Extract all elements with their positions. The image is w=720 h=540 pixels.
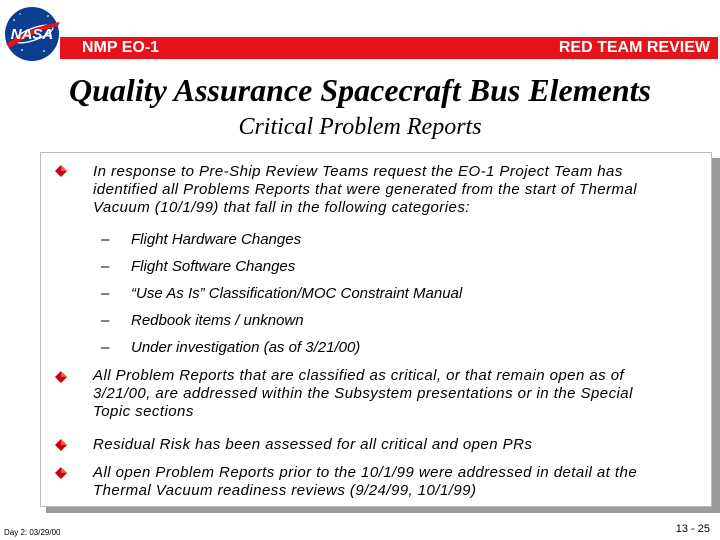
sub-item: [101, 285, 641, 303]
diamond-bullet-icon: [55, 371, 67, 383]
bullet-text: In response to Pre-Ship Review Teams request the EO-1 Project Team has identified all Problems Reports that were generated from the start of Thermal Vacuum (10/1/99) that fall in the following categories:: [93, 163, 638, 216]
dash-marker: –: [101, 231, 110, 248]
logo-text: NASA: [10, 26, 54, 43]
footer-date: Day 2: 03/29/00: [4, 528, 61, 537]
diamond-bullet-icon: [55, 439, 67, 451]
page-number: 13 - 25: [675, 523, 710, 535]
sub-item: [101, 231, 641, 249]
bullet-text: All open Problem Reports prior to the 10/1/99 were addressed in detail at the Thermal Vacuum readiness reviews (9/24/99, 10/1/99): [93, 464, 638, 499]
sub-item-text: Flight Hardware Changes: [131, 231, 302, 248]
dash-marker: –: [101, 312, 110, 329]
sub-item: [101, 258, 641, 276]
sub-item-text: “Use As Is” Classification/MOC Constraint Manual: [131, 285, 463, 302]
review-label: RED TEAM REVIEW: [558, 39, 710, 56]
bullet-text: All Problem Reports that are classified as critical, or that remain open as of 3/21/00, are addressed within the Subsystem presentations or in the Special Topic sections: [93, 367, 633, 420]
page-subtitle: Critical Problem Reports: [238, 114, 482, 140]
sub-item-text: Redbook items / unknown: [131, 312, 304, 329]
dash-marker: –: [101, 339, 110, 356]
content-panel: [40, 152, 712, 507]
page-title: Quality Assurance Spacecraft Bus Elements: [69, 72, 651, 108]
sub-item-text: Flight Software Changes: [131, 258, 296, 275]
diamond-bullet-icon: [55, 165, 67, 177]
dash-marker: –: [101, 285, 110, 302]
header-bar: [60, 37, 718, 59]
bullet-text: Residual Risk has been assessed for all critical and open PRs: [93, 436, 533, 453]
sub-item-text: Under investigation (as of 3/21/00): [131, 339, 361, 356]
sub-item: [101, 339, 641, 357]
nasa-logo: [2, 4, 62, 64]
sub-item: [101, 312, 641, 330]
program-label: NMP EO-1: [82, 39, 160, 56]
diamond-bullet-icon: [55, 467, 67, 479]
dash-marker: –: [101, 258, 110, 275]
